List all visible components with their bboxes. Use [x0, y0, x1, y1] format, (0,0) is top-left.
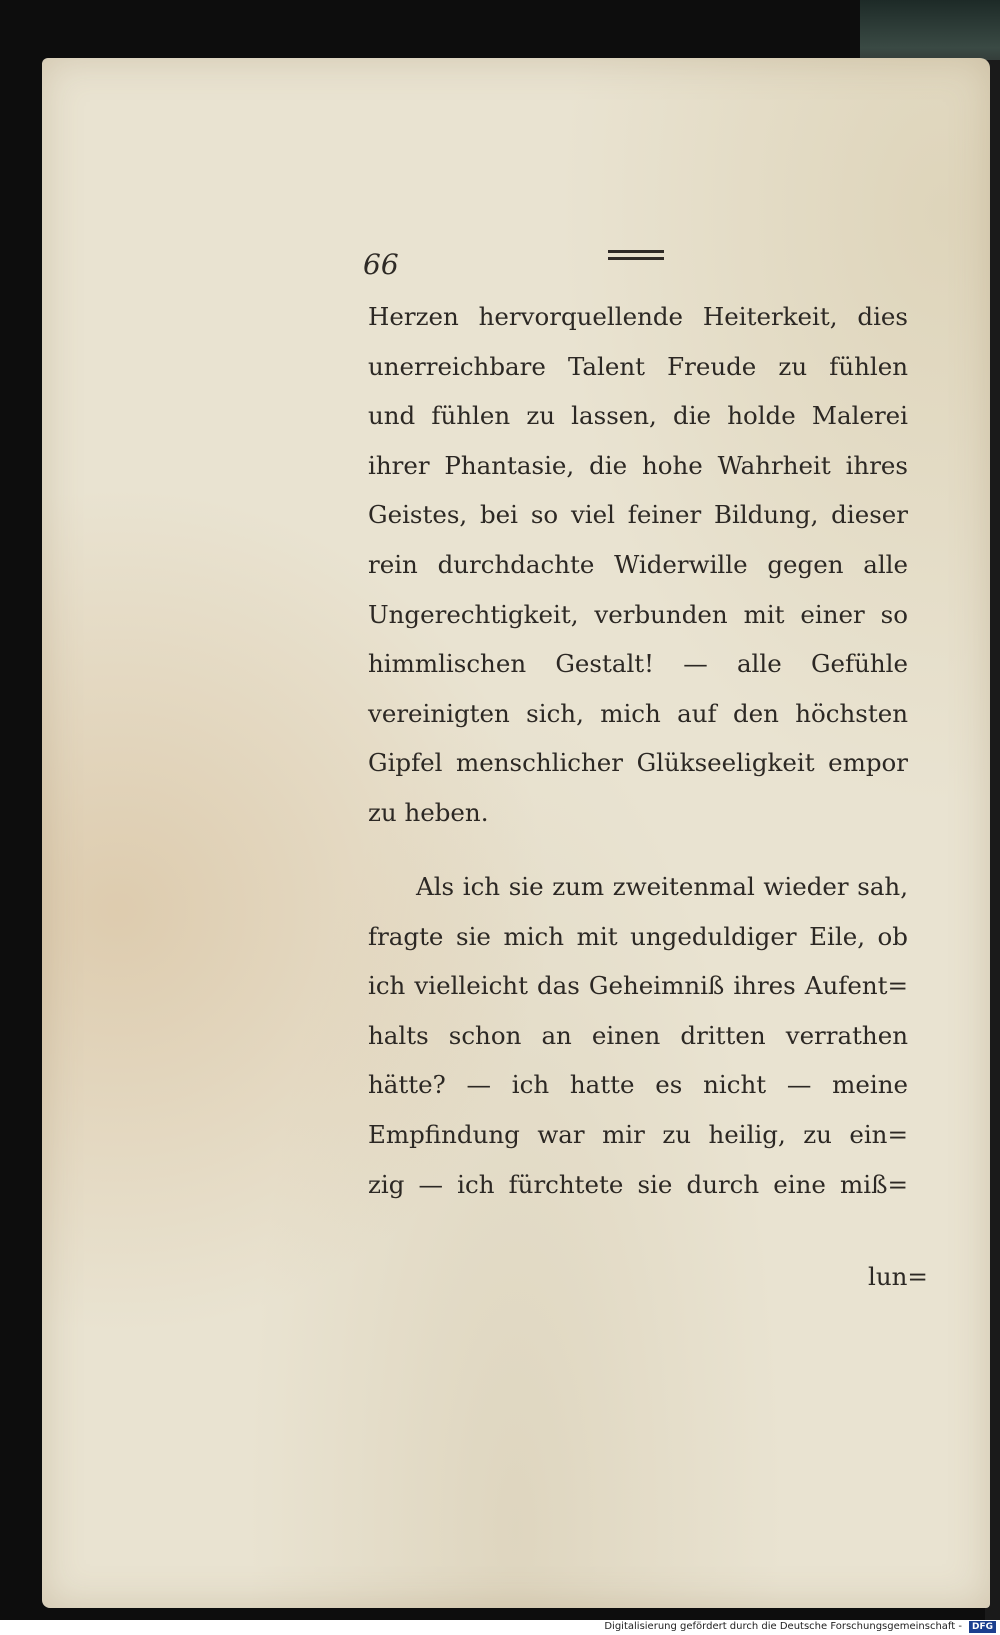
text-line: Als ich sie zum zweitenmal wieder sah,	[416, 872, 908, 901]
text-line: Ungerechtigkeit, verbunden mit einer so	[368, 599, 908, 629]
text-line: zig — ich fürchtete sie durch eine miß=	[368, 1169, 908, 1199]
text-line: himmlischen Gestalt! — alle Gefühle	[368, 649, 908, 679]
text-line: und fühlen zu lassen, die holde Malerei	[368, 401, 908, 431]
footer-credit: Digitalisierung gefördert durch die Deutsche Forschungsgemeinschaft -	[604, 1621, 962, 1632]
text-line: Geistes, bei so viel feiner Bildung, dieser	[368, 500, 908, 530]
dfg-logo: DFG	[969, 1621, 996, 1633]
text-line: vereinigten sich, mich auf den höchsten	[368, 698, 908, 728]
catchword: lun=	[868, 1262, 928, 1291]
text-line: hätte? — ich hatte es nicht — meine	[368, 1070, 908, 1100]
text-line: zu heben.	[368, 797, 489, 827]
text-line: Empfindung war mir zu heilig, zu ein=	[368, 1119, 908, 1149]
text-line: ihrer Phantasie, die hohe Wahrheit ihres	[368, 450, 908, 480]
page-number: 66	[363, 248, 399, 281]
paragraph-2	[368, 862, 908, 1209]
text-line: Gipfel menschlicher Glükseeligkeit empor	[368, 748, 908, 778]
text-line: ich vielleicht das Geheimniß ihres Aufent=	[368, 971, 908, 1001]
text-line: halts schon an einen dritten verrathen	[368, 1020, 908, 1050]
text-line: fragte sie mich mit ungeduldiger Eile, ob	[368, 921, 908, 951]
text-line: unerreichbare Talent Freude zu fühlen	[368, 351, 908, 381]
text-line: Herzen hervorquellende Heiterkeit, dies	[368, 302, 908, 331]
header-double-rule	[608, 250, 664, 261]
paragraph-1	[368, 292, 908, 838]
text-line: rein durchdachte Widerwille gegen alle	[368, 549, 908, 579]
